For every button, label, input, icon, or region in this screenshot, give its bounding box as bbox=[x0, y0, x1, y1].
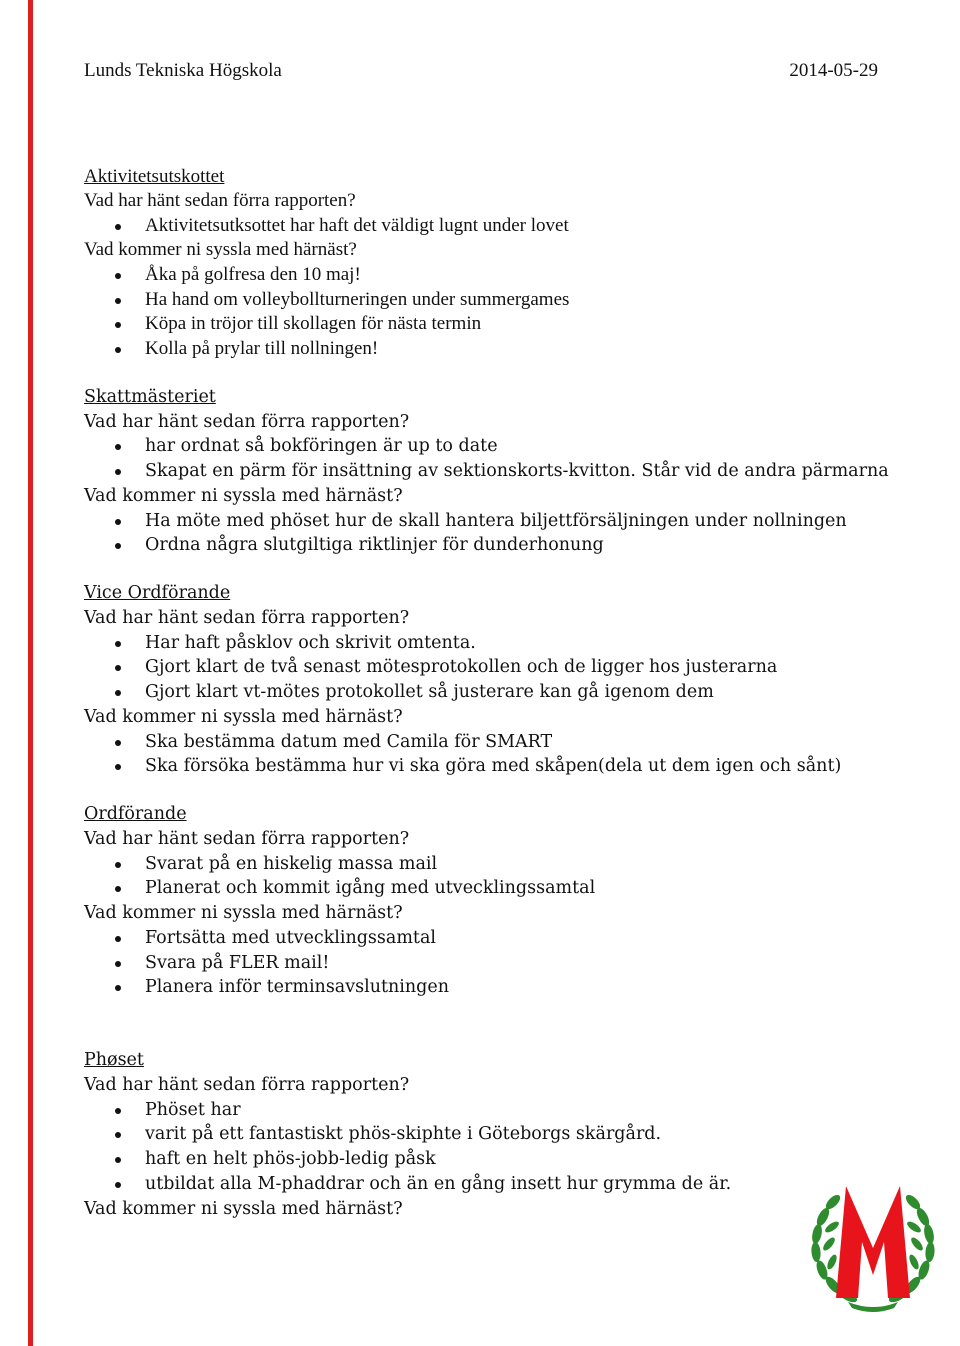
section-aktivitetsutskottet bbox=[84, 164, 894, 362]
done-list bbox=[84, 434, 894, 484]
section-vice-ordforande bbox=[84, 581, 894, 779]
section-phoset bbox=[84, 1048, 894, 1221]
list-item: Svara på FLER mail! bbox=[84, 951, 894, 976]
done-question: Vad har hänt sedan förra rapporten? bbox=[84, 1075, 410, 1096]
section-skattmasteriet bbox=[84, 385, 894, 558]
list-item: Har haft påsklov och skrivit omtenta. bbox=[84, 631, 894, 656]
list-item: Fortsätta med utvecklingssamtal bbox=[84, 926, 894, 951]
done-list bbox=[84, 1098, 894, 1197]
list-item: Skapat en pärm för insättning av sektionskorts-kvitton. Står vid de andra pärmarna bbox=[84, 459, 894, 484]
next-question: Vad kommer ni syssla med härnäst? bbox=[84, 239, 357, 261]
list-item: Ha hand om volleybollturneringen under summergames bbox=[84, 288, 894, 313]
done-list bbox=[84, 214, 894, 239]
next-list bbox=[84, 730, 894, 780]
done-question: Vad har hänt sedan förra rapporten? bbox=[84, 608, 410, 629]
list-item: haft en helt phös-jobb-ledig påsk bbox=[84, 1147, 894, 1172]
next-question: Vad kommer ni syssla med härnäst? bbox=[84, 486, 403, 507]
section-heading: Phøset bbox=[84, 1050, 144, 1071]
report-body bbox=[84, 164, 894, 1244]
list-item: Ordna några slutgiltiga riktlinjer för dunderhonung bbox=[84, 533, 894, 558]
list-item: Ska bestämma datum med Camila för SMART bbox=[84, 730, 894, 755]
list-item: Ska försöka bestämma hur vi ska göra med skåpen(dela ut dem igen och sånt) bbox=[84, 754, 894, 779]
list-item: Planera inför terminsavslutningen bbox=[84, 975, 894, 1000]
header-date: 2014-05-29 bbox=[789, 60, 878, 81]
next-list bbox=[84, 509, 894, 559]
list-item: Åka på golfresa den 10 maj! bbox=[84, 263, 894, 288]
list-item: varit på ett fantastiskt phös-skiphte i Göteborgs skärgård. bbox=[84, 1122, 894, 1147]
list-item: Phöset har bbox=[84, 1098, 894, 1123]
done-question: Vad har hänt sedan förra rapporten? bbox=[84, 190, 356, 211]
next-list bbox=[84, 263, 894, 362]
done-question: Vad har hänt sedan förra rapporten? bbox=[84, 411, 410, 432]
list-item: utbildat alla M-phaddrar och än en gång insett hur grymma de är. bbox=[84, 1172, 894, 1197]
m-wreath-logo bbox=[808, 1180, 938, 1320]
list-item: Ha möte med phöset hur de skall hantera biljettförsäljningen under nollningen bbox=[84, 509, 894, 534]
section-heading: Aktivitetsutskottet bbox=[84, 166, 225, 187]
section-heading: Skattmästeriet bbox=[84, 386, 216, 407]
list-item: har ordnat så bokföringen är up to date bbox=[84, 434, 894, 459]
list-item: Planerat och kommit igång med utvecklingssamtal bbox=[84, 876, 894, 901]
next-question: Vad kommer ni syssla med härnäst? bbox=[84, 903, 403, 924]
header-organization: Lunds Tekniska Högskola bbox=[84, 60, 282, 81]
list-item: Kolla på prylar till nollningen! bbox=[84, 337, 894, 362]
page-header bbox=[84, 60, 878, 82]
section-ordforande bbox=[84, 802, 894, 1000]
list-item: Svarat på en hiskelig massa mail bbox=[84, 852, 894, 877]
done-list bbox=[84, 631, 894, 705]
next-question: Vad kommer ni syssla med härnäst? bbox=[84, 707, 403, 728]
section-heading: Vice Ordförande bbox=[84, 583, 231, 604]
list-item: Gjort klart de två senast mötesprotokollen och de ligger hos justerarna bbox=[84, 655, 894, 680]
next-question: Vad kommer ni syssla med härnäst? bbox=[84, 1198, 403, 1219]
list-item: Gjort klart vt-mötes protokollet så justerare kan gå igenom dem bbox=[84, 680, 894, 705]
m-letter-icon bbox=[836, 1186, 910, 1298]
section-heading: Ordförande bbox=[84, 804, 187, 825]
margin-line bbox=[28, 0, 33, 1346]
list-item: Aktivitetsutksottet har haft det väldigt lugnt under lovet bbox=[84, 214, 894, 239]
next-list bbox=[84, 926, 894, 1000]
list-item: Köpa in tröjor till skollagen för nästa termin bbox=[84, 312, 894, 337]
done-list bbox=[84, 852, 894, 902]
done-question: Vad har hänt sedan förra rapporten? bbox=[84, 829, 410, 850]
